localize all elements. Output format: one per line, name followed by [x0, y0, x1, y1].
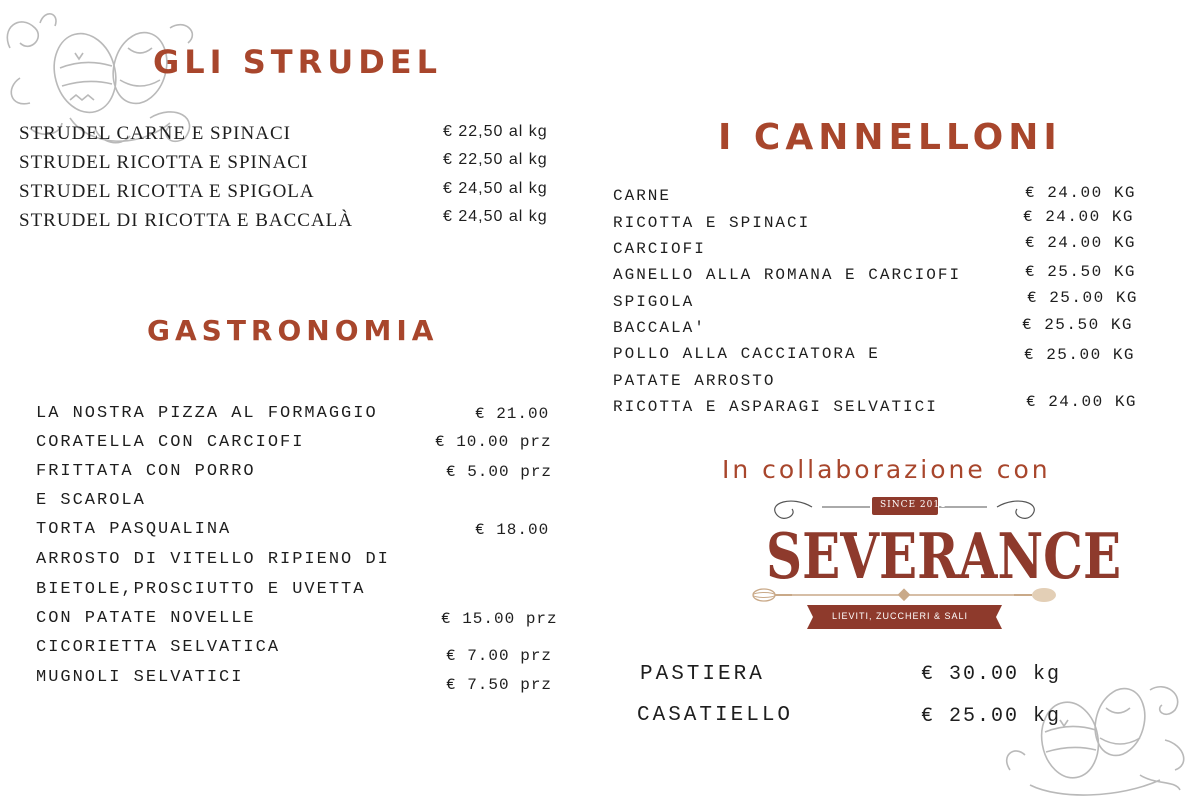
list-item: MUGNOLI SELVATICI [36, 668, 244, 687]
list-item: POLLO ALLA CACCIATORA E [613, 345, 880, 363]
logo-since: SINCE 2011 [880, 500, 947, 510]
list-item: RICOTTA E SPINACI [613, 214, 811, 232]
logo-name: SEVERANCE [766, 519, 1122, 593]
logo-tagline: LIEVITI, ZUCCHERI & SALI [832, 611, 969, 621]
list-item: CARCIOFI [613, 240, 706, 258]
list-item: FRITTATA CON PORRO [36, 462, 256, 481]
item-price: € 30.00 kg [921, 663, 1062, 686]
item-price: € 18.00 [475, 521, 550, 539]
list-item: BACCALA' [613, 319, 706, 337]
item-price: € 25.00 kg [921, 705, 1062, 728]
item-price: € 24.00 KG [1025, 234, 1137, 252]
list-item: CICORIETTA SELVATICA [36, 638, 281, 657]
gastronomia-title: GASTRONOMIA [147, 314, 439, 347]
list-item: CON PATATE NOVELLE [36, 609, 256, 628]
item-price: € 24,50 al kg [443, 208, 548, 225]
item-price: € 24.00 KG [1025, 184, 1137, 202]
item-price: € 15.00 prz [441, 610, 558, 628]
item-price: € 5.00 prz [446, 463, 553, 481]
item-price: € 22,50 al kg [443, 151, 548, 168]
list-item: CARNE [613, 187, 672, 205]
list-item: LA NOSTRA PIZZA AL FORMAGGIO [36, 404, 378, 423]
item-price: € 7.50 prz [446, 676, 553, 694]
list-item: RICOTTA E ASPARAGI SELVATICI [613, 398, 938, 416]
item-price: € 10.00 prz [435, 433, 552, 451]
item-price: € 25.00 KG [1024, 346, 1136, 364]
severance-logo [752, 493, 1122, 633]
list-item: AGNELLO ALLA ROMANA E CARCIOFI [613, 266, 962, 284]
list-item: SPIGOLA [613, 293, 695, 311]
list-item: TORTA PASQUALINA [36, 520, 232, 539]
collaboration-text: In collaborazione con [722, 455, 1051, 484]
item-price: € 25.00 KG [1027, 289, 1139, 307]
item-price: € 7.00 prz [446, 647, 553, 665]
list-item: CASATIELLO [637, 704, 794, 727]
item-price: € 22,50 al kg [443, 123, 548, 140]
list-item: STRUDEL RICOTTA E SPIGOLA [19, 181, 315, 202]
item-price: € 24.00 KG [1023, 208, 1135, 226]
cannelloni-title: I CANNELLONI [718, 117, 1062, 158]
list-item: STRUDEL RICOTTA E SPINACI [19, 152, 309, 173]
list-item: CORATELLA CON CARCIOFI [36, 433, 305, 452]
item-price: € 21.00 [475, 405, 550, 423]
list-item: BIETOLE,PROSCIUTTO E UVETTA [36, 580, 366, 599]
item-price: € 24.00 KG [1026, 393, 1138, 411]
list-item: E SCAROLA [36, 491, 146, 510]
item-price: € 25.50 KG [1025, 263, 1137, 281]
list-item: PATATE ARROSTO [613, 372, 776, 390]
item-price: € 25.50 KG [1022, 316, 1134, 334]
list-item: STRUDEL DI RICOTTA E BACCALÀ [19, 210, 353, 231]
item-price: € 24,50 al kg [443, 180, 548, 197]
strudel-title: GLI STRUDEL [153, 43, 443, 81]
list-item: PASTIERA [640, 663, 765, 686]
list-item: ARROSTO DI VITELLO RIPIENO DI [36, 550, 390, 569]
list-item: STRUDEL CARNE E SPINACI [19, 123, 291, 144]
